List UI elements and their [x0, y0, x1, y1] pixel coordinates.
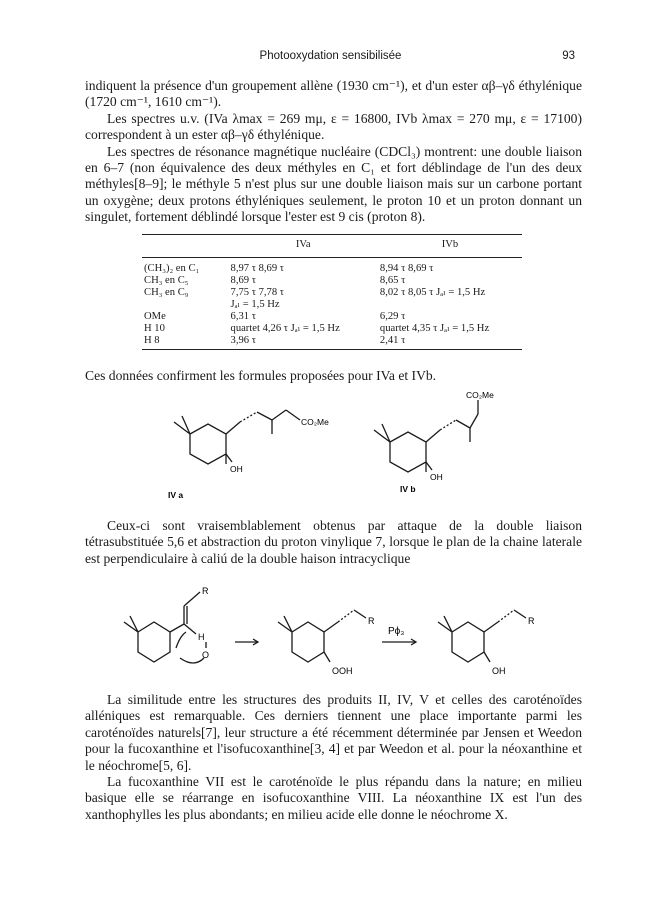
table-row: [142, 287, 522, 299]
o-label: O: [202, 650, 210, 660]
ivb-label: IV b: [400, 484, 416, 494]
table-cell: 8,02 τ 8,05 τ Jₐₗ = 1,5 Hz: [379, 287, 486, 298]
table-cell: H 10: [144, 323, 165, 334]
table-row: [142, 311, 522, 323]
co2me-label: CO₂Me: [466, 392, 494, 400]
intermediate-ring: [292, 622, 324, 662]
table-cell: OMe: [144, 311, 166, 322]
reactant-ring: [138, 622, 170, 662]
table-cell: Jₐₗ = 1,5 Hz: [230, 299, 280, 310]
table-cell: [378, 299, 522, 311]
table-row: [142, 258, 522, 276]
table-row: [142, 299, 522, 311]
r-label: R: [368, 616, 375, 626]
h-label: H: [198, 632, 205, 642]
table-header-cell: [142, 235, 229, 258]
structure-iva: [160, 392, 350, 512]
table-row: [142, 335, 522, 350]
table-cell: 3,96 τ: [229, 335, 378, 350]
table-cell: quartet 4,35 τ Jₐₗ = 1,5 Hz: [379, 323, 490, 334]
nmr-table: [142, 234, 522, 350]
table-cell: 6,29 τ: [379, 311, 406, 322]
iva-label: IV a: [168, 490, 184, 500]
structure-ivb: [360, 392, 550, 512]
reagent-label: Pϕ₃: [388, 626, 405, 637]
table-row: [142, 323, 522, 335]
page-number: 93: [562, 50, 575, 62]
co2me-label: CO₂Me: [301, 417, 329, 427]
table-header-cell: IVa: [229, 235, 378, 258]
paragraph-similitude: La similitude entre les structures des produits II, IV, V et celles des caroténoïdes alléniques est remarquable. Ces derniers tiennent une place importante parmi les caroténoïdes naturels[7], leur structure a été récemment déterminée par Jensen et Weedon pour la fucoxanthine et l'isofucoxanthine[3, 4] et par Weedon et al. pour la néoxanthine et le néochrome[5, 6].: [85, 692, 582, 773]
table-cell: CH₃ en C₉: [144, 287, 189, 298]
r-label: R: [528, 616, 535, 626]
paragraph-nmr: Les spectres de résonance magnétique nucléaire (CDCl₃) montrent: une double liaison en 6–7 (non équivalence des deux méthyles en C₁ et fort déblindage de l'un des deux méthyles[8–9]; le méthyle 5 n'est plus sur une double liaison mais sur un carbone portant un oxygène; deux protons éthyléniques seulement, le proton 10 et un proton donnant un singulet, fortement déblindé lorsque l'ester est 9 cis (proton 8).: [85, 143, 582, 225]
reaction-scheme: [120, 582, 560, 682]
paragraph-uv: Les spectres u.v. (IVa λmax = 269 mμ, ε = 16800, IVb λmax = 270 mμ, ε = 17100) correspondent à un ester αβ–γδ éthylénique.: [85, 110, 582, 143]
oh-label: OH: [230, 464, 243, 474]
table-cell: H 8: [142, 335, 229, 350]
oh-label: OH: [492, 666, 506, 676]
cyclohexane-ring: [390, 432, 426, 472]
table-row: [142, 275, 522, 287]
paragraph-mechanism: Ceux-ci sont vraisemblablement obtenus par attaque de la double liaison tétrasubstituée 5,6 et abstraction du proton vinylique 7, lorsque le plan de la chaine laterale est perpendiculaire à caliú de la double haison intracyclique: [85, 518, 582, 566]
table-cell: quartet 4,26 τ Jₐₗ = 1,5 Hz: [230, 323, 340, 334]
table-cell: (CH₃)₂ en C₁: [144, 263, 200, 274]
page-header: [0, 50, 661, 68]
body-text-confirm: [85, 368, 582, 384]
product-ring: [452, 622, 484, 662]
body-text-mechanism: [85, 518, 582, 567]
table-cell: 8,94 τ 8,69 τ: [379, 263, 434, 274]
ooh-label: OOH: [332, 666, 353, 676]
table-cell: 8,97 τ 8,69 τ: [230, 263, 285, 274]
table-cell: 2,41 τ: [378, 335, 522, 350]
table-cell: 7,75 τ 7,78 τ: [230, 287, 285, 298]
paragraph-confirm: Ces données confirment les formules proposées pour IVa et IVb.: [85, 368, 437, 383]
table-cell: 6,31 τ: [230, 311, 256, 322]
table-cell: [142, 299, 229, 311]
table-cell: 8,69 τ: [230, 275, 256, 286]
paragraph-fucoxanthine: La fucoxanthine VII est le caroténoïde le plus répandu dans la nature; en milieu basique elle se réarrange en isofucoxanthine VIII. La néoxanthine IX est l'un des xanthophylles les plus abondants; en milieu acide elle donne le néochrome X.: [85, 774, 582, 822]
cyclohexane-ring: [190, 424, 226, 464]
table-cell: CH₃ en C₅: [144, 275, 189, 286]
r-label: R: [202, 586, 209, 596]
body-text-top: [85, 78, 582, 226]
body-text-bottom: [85, 692, 582, 823]
paragraph-ir: indiquent la présence d'un groupement allène (1930 cm⁻¹), et d'un ester αβ–γδ éthylénique (1720 cm⁻¹, 1610 cm⁻¹).: [85, 78, 582, 110]
table-header-cell: IVb: [378, 235, 522, 258]
table-cell: 8,65 τ: [379, 275, 406, 286]
table-header-row: [142, 235, 522, 258]
oh-label: OH: [430, 472, 443, 482]
running-title: Photooxydation sensibilisée: [259, 50, 402, 62]
